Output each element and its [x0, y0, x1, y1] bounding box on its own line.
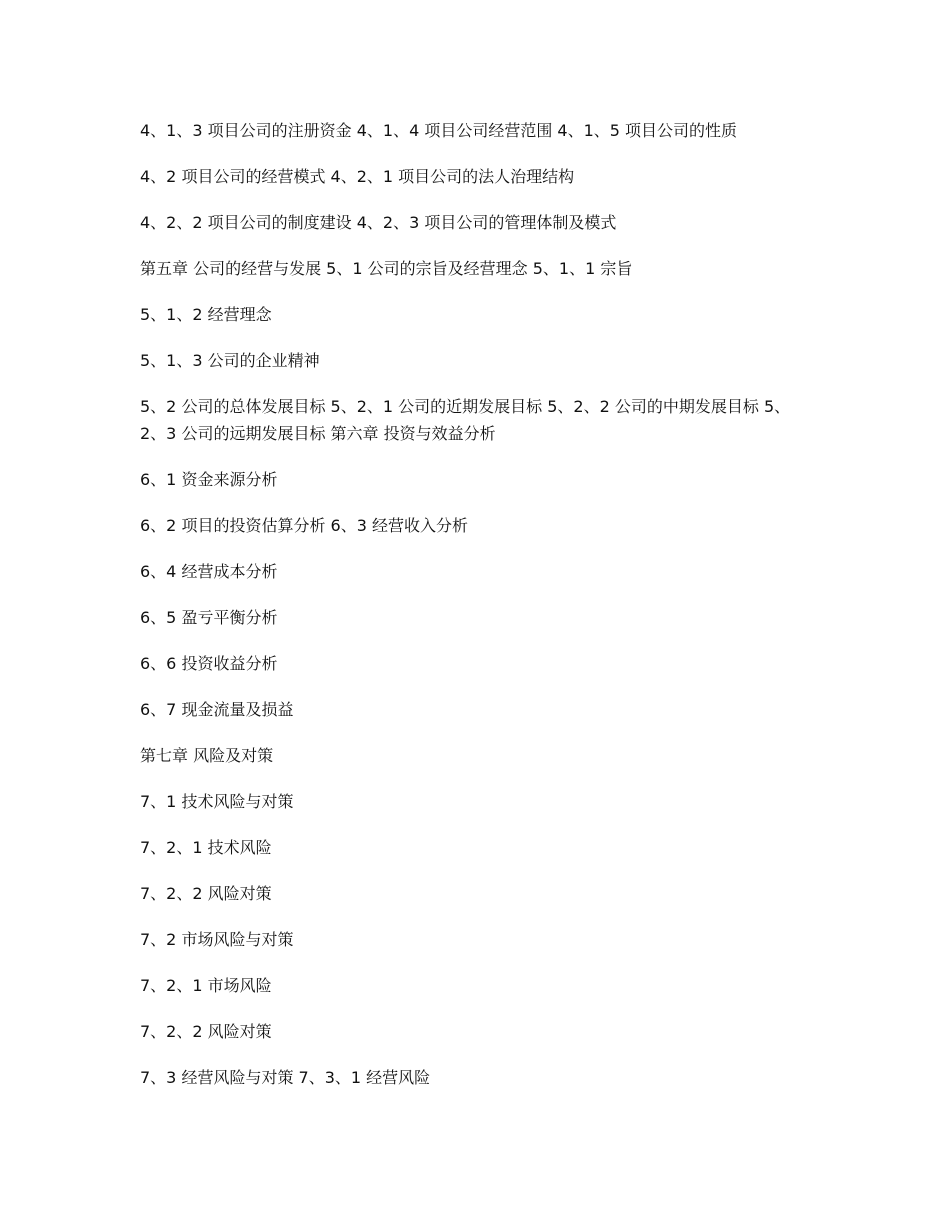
toc-line: 7、2 市场风险与对策 [140, 930, 294, 949]
toc-line: 7、2、2 风险对策 [140, 1022, 272, 1041]
toc-line: 第五章 公司的经营与发展 5、1 公司的宗旨及经营理念 5、1、1 宗旨 [140, 259, 633, 278]
toc-line: 4、1、3 项目公司的注册资金 4、1、4 项目公司经营范围 4、1、5 项目公司的性质 [140, 121, 738, 140]
toc-line: 7、2、1 市场风险 [140, 976, 272, 995]
toc-line: 5、1、2 经营理念 [140, 305, 272, 324]
toc-line: 7、2、1 技术风险 [140, 838, 272, 857]
toc-line: 7、3 经营风险与对策 7、3、1 经营风险 [140, 1068, 431, 1087]
toc-line: 6、5 盈亏平衡分析 [140, 608, 278, 627]
toc-line: 6、2 项目的投资估算分析 6、3 经营收入分析 [140, 516, 468, 535]
toc-line: 第七章 风险及对策 [140, 746, 274, 765]
toc-line: 4、2 项目公司的经营模式 4、2、1 项目公司的法人治理结构 [140, 167, 575, 186]
toc-line: 6、1 资金来源分析 [140, 470, 278, 489]
toc-line: 6、4 经营成本分析 [140, 562, 278, 581]
toc-line: 5、1、3 公司的企业精神 [140, 351, 320, 370]
toc-line: 7、1 技术风险与对策 [140, 792, 294, 811]
toc-line: 5、2 公司的总体发展目标 5、2、1 公司的近期发展目标 5、2、2 公司的中期发展目标 5、2、3 公司的远期发展目标 第六章 投资与效益分析 [140, 397, 791, 443]
toc-line: 6、7 现金流量及损益 [140, 700, 294, 719]
toc-line: 7、2、2 风险对策 [140, 884, 272, 903]
table-of-contents [140, 117, 812, 1110]
toc-line: 4、2、2 项目公司的制度建设 4、2、3 项目公司的管理体制及模式 [140, 213, 617, 232]
toc-line: 6、6 投资收益分析 [140, 654, 278, 673]
